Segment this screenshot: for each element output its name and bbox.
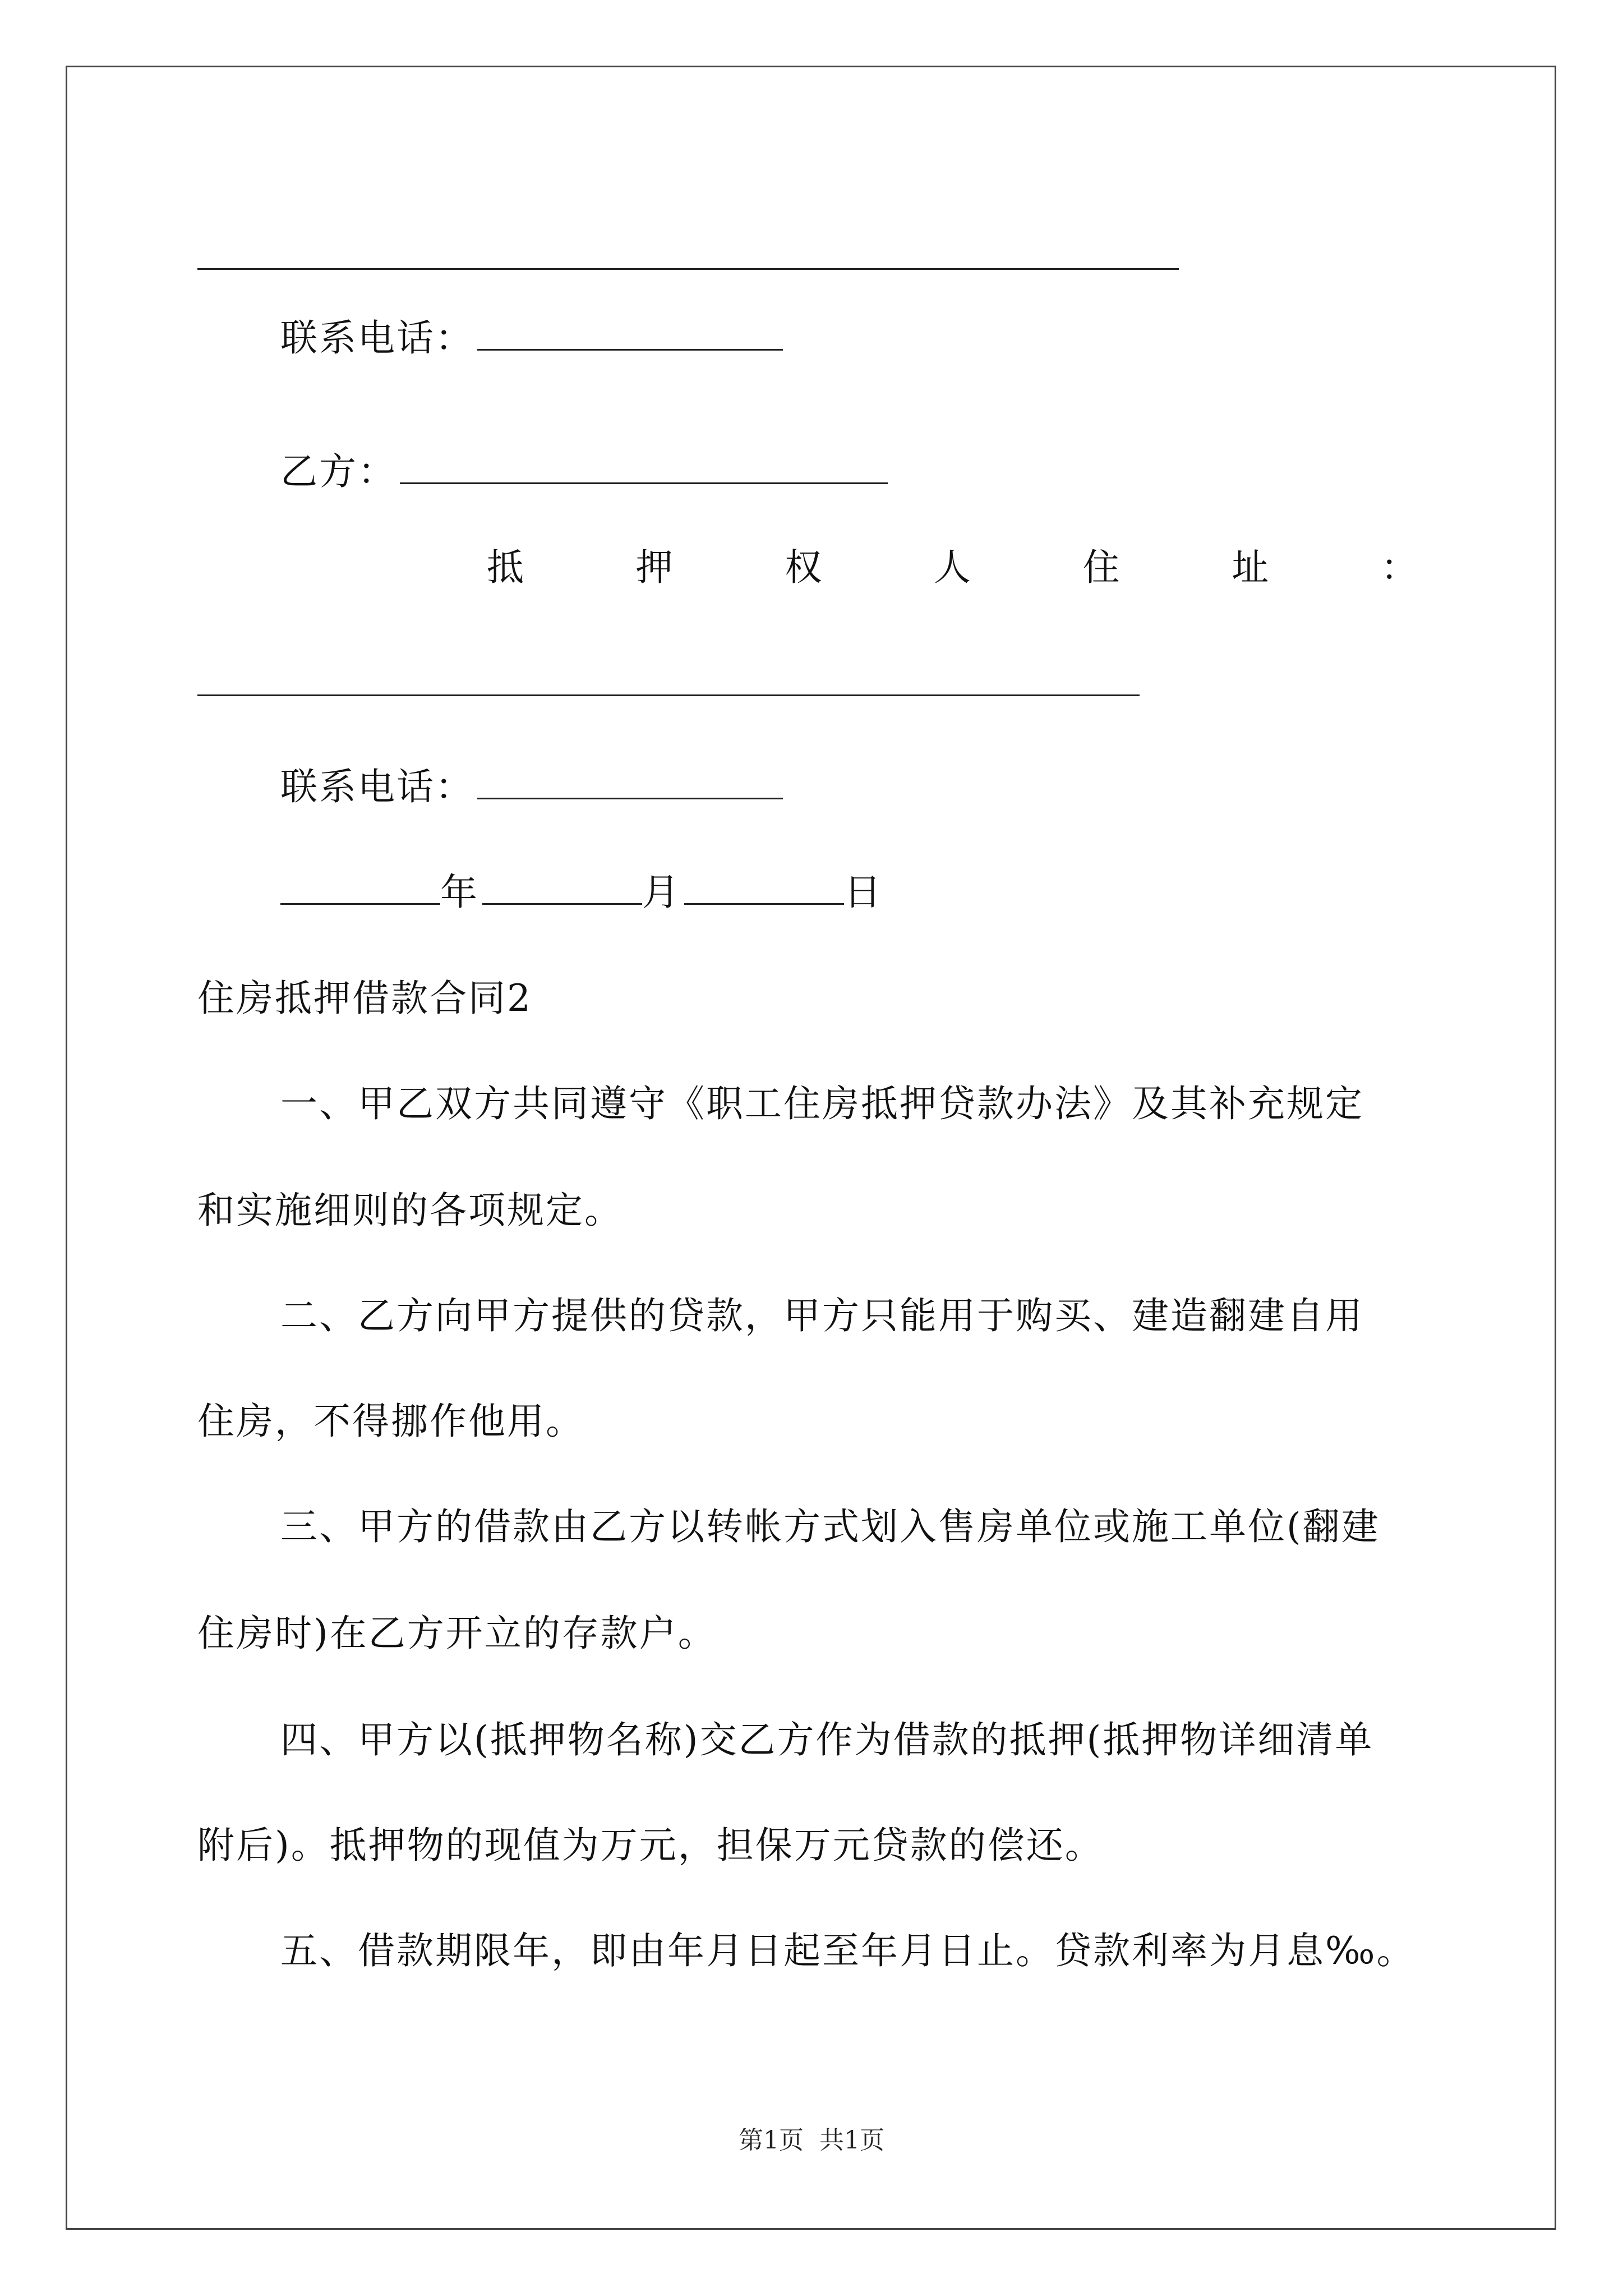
- date-year-label: 年: [440, 871, 479, 914]
- party-b-blank[interactable]: [400, 448, 888, 484]
- mortgagee-char: ：: [1380, 546, 1418, 589]
- page-footer: [0, 2126, 1623, 2155]
- contact-phone-line-1: [280, 314, 783, 361]
- day-blank[interactable]: [684, 868, 844, 905]
- party-b-label: 乙方：: [280, 450, 396, 493]
- clause-4-line-1: 四、甲方以(抵押物名称)交乙方作为借款的抵押(抵押物详细清单: [280, 1718, 1374, 1761]
- clause-3-line-1: 三、甲方的借款由乙方以转帐方式划入售房单位或施工单位(翻建: [280, 1505, 1380, 1548]
- mortgagee-char: 住: [1082, 546, 1120, 589]
- contact-phone-blank[interactable]: [477, 763, 783, 799]
- date-day-label: 日: [844, 871, 883, 914]
- page-number-total: 共1页: [819, 2126, 884, 2155]
- page-border: [66, 66, 1556, 2230]
- page-number-current: 第1页: [739, 2126, 804, 2155]
- date-month-label: 月: [642, 871, 681, 914]
- clause-1-line-1: 一、甲乙双方共同遵守《职工住房抵押贷款办法》及其补充规定: [280, 1082, 1364, 1125]
- month-blank[interactable]: [482, 868, 642, 905]
- address-blank-line-1: [197, 268, 1179, 270]
- mortgagee-char: 押: [635, 546, 673, 589]
- clause-1-line-2: 和实施细则的各项规定。: [197, 1189, 623, 1232]
- contact-phone-blank[interactable]: [477, 314, 783, 351]
- address-blank-line-2: [197, 694, 1140, 696]
- contact-phone-line-2: [280, 763, 783, 809]
- year-blank[interactable]: [280, 868, 440, 905]
- clause-2-line-2: 住房，不得挪作他用。: [197, 1400, 584, 1443]
- mortgagee-address-label: [487, 545, 1418, 590]
- clause-3-line-2: 住房时)在乙方开立的存款户。: [197, 1612, 717, 1655]
- clause-4-line-2: 附后)。抵押物的现值为万元，担保万元贷款的偿还。: [197, 1824, 1104, 1867]
- mortgagee-char: 权: [785, 546, 822, 589]
- contact-phone-label: 联系电话：: [280, 765, 474, 808]
- contact-phone-label: 联系电话：: [280, 316, 474, 360]
- clause-2-line-1: 二、乙方向甲方提供的贷款，甲方只能用于购买、建造翻建自用: [280, 1294, 1364, 1337]
- section-title: 住房抵押借款合同2: [197, 977, 532, 1020]
- mortgagee-char: 抵: [487, 546, 524, 589]
- party-b-line: [280, 448, 888, 494]
- date-line: [280, 868, 883, 915]
- mortgagee-char: 人: [933, 546, 971, 589]
- mortgagee-char: 址: [1232, 546, 1269, 589]
- clause-5-line-1: 五、借款期限年，即由年月日起至年月日止。贷款利率为月息‰。: [280, 1929, 1415, 1972]
